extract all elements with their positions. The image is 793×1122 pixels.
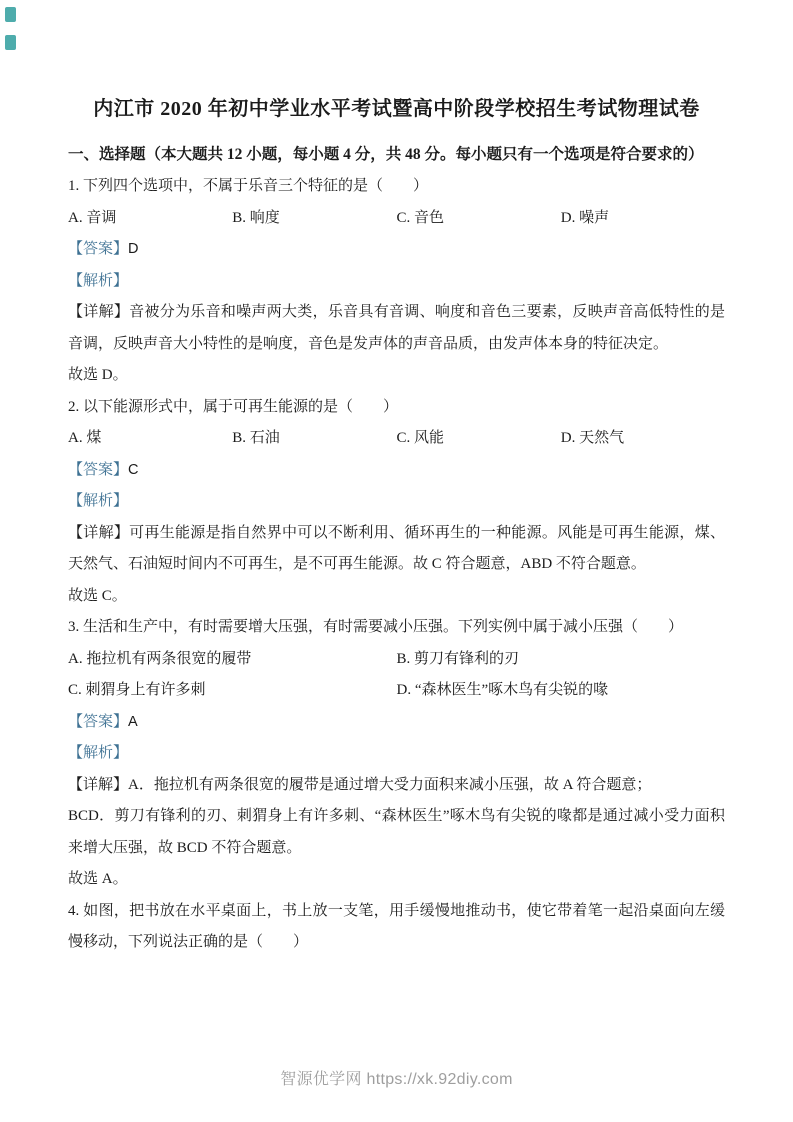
option-a: A. 拖拉机有两条很宽的履带 (68, 650, 252, 667)
question-3-stem: 3. 生活和生产中，有时需要增大压强，有时需要减小压强。下列实例中属于减小压强（ ） (68, 619, 684, 635)
question-1-stem: 1. 下列四个选项中，不属于乐音三个特征的是（ ） (68, 178, 429, 194)
analysis-label: 【解析】 (68, 493, 129, 509)
option-b: B. 剪刀有锋利的刃 (396, 650, 520, 667)
question-1-options (68, 203, 725, 235)
question-4-stem: 4. 如图，把书放在水平桌面上，书上放一支笔，用手缓慢地推动书，使它带着笔一起沿桌面向左缓慢移动，下列说法正确的是（ ） (68, 902, 725, 950)
answer-value: D (128, 241, 139, 257)
watermark-footer: 智源优学网 https://xk.92diy.com (280, 1071, 513, 1088)
option-d: D. 噪声 (560, 209, 610, 226)
question-2-answer-line (68, 455, 725, 487)
question-3-options-row-1 (68, 644, 725, 676)
question-2-stem: 2. 以下能源形式中，属于可再生能源的是（ ） (68, 398, 399, 415)
question-2-detail: 【详解】可再生能源是指自然界中可以不断利用、循环再生的一种能源。风能是可再生能源，煤、天然气、石油短时间内不可再生，是不可再生能源。故 C 符合题意，ABD 不符合题意。 (68, 524, 725, 572)
option-b: B. 石油 (232, 430, 280, 446)
question-2-options (68, 423, 725, 455)
question-1-answer-line (68, 234, 725, 266)
question-3-detail-bcd: BCD．剪刀有锋利的刃、刺猬身上有许多刺、“森林医生”啄木鸟有尖锐的喙都是通过减小受力面积来增大压强，故 BCD 不符合题意。 (68, 808, 725, 856)
analysis-label: 【解析】 (68, 272, 129, 289)
question-2-conclusion: 故选 C。 (68, 587, 127, 604)
option-c: C. 刺猬身上有许多刺 (68, 682, 206, 698)
option-c: C. 风能 (396, 430, 445, 446)
question-3-options-row-2 (68, 675, 725, 707)
question-3-answer-line (68, 707, 725, 739)
analysis-label: 【解析】 (68, 745, 129, 761)
option-d: D. “森林医生”啄木鸟有尖锐的喙 (396, 682, 609, 698)
question-1-detail: 【详解】音被分为乐音和噪声两大类，乐音具有音调、响度和音色三要素，反映声音高低特性的是音调，反映声音大小特性的是响度，音色是发声体的声音品质，由发声体本身的特征决定。 (68, 304, 725, 352)
option-a: A. 音调 (68, 209, 117, 226)
option-c: C. 音色 (396, 209, 445, 226)
option-a: A. 煤 (68, 430, 102, 446)
option-b: B. 响度 (232, 209, 280, 226)
exam-content (68, 171, 725, 959)
section-heading: 一、选择题（本大题共 12 小题，每小题 4 分，共 48 分。每小题只有一个选项是符合要求的） (68, 146, 704, 163)
page-title: 内江市 2020 年初中学业水平考试暨高中阶段学校招生考试物理试卷 (93, 98, 700, 120)
answer-value: C (128, 461, 139, 478)
question-1-conclusion: 故选 D。 (68, 367, 128, 383)
answer-label: 【答案】 (68, 241, 129, 257)
question-3-conclusion: 故选 A。 (68, 871, 128, 887)
answer-label: 【答案】 (68, 461, 129, 478)
question-3-detail-a: 【详解】A．拖拉机有两条很宽的履带是通过增大受力面积来减小压强，故 A 符合题意； (68, 776, 652, 793)
answer-label: 【答案】 (68, 713, 129, 730)
answer-value: A (128, 713, 138, 730)
option-d: D. 天然气 (560, 430, 625, 446)
